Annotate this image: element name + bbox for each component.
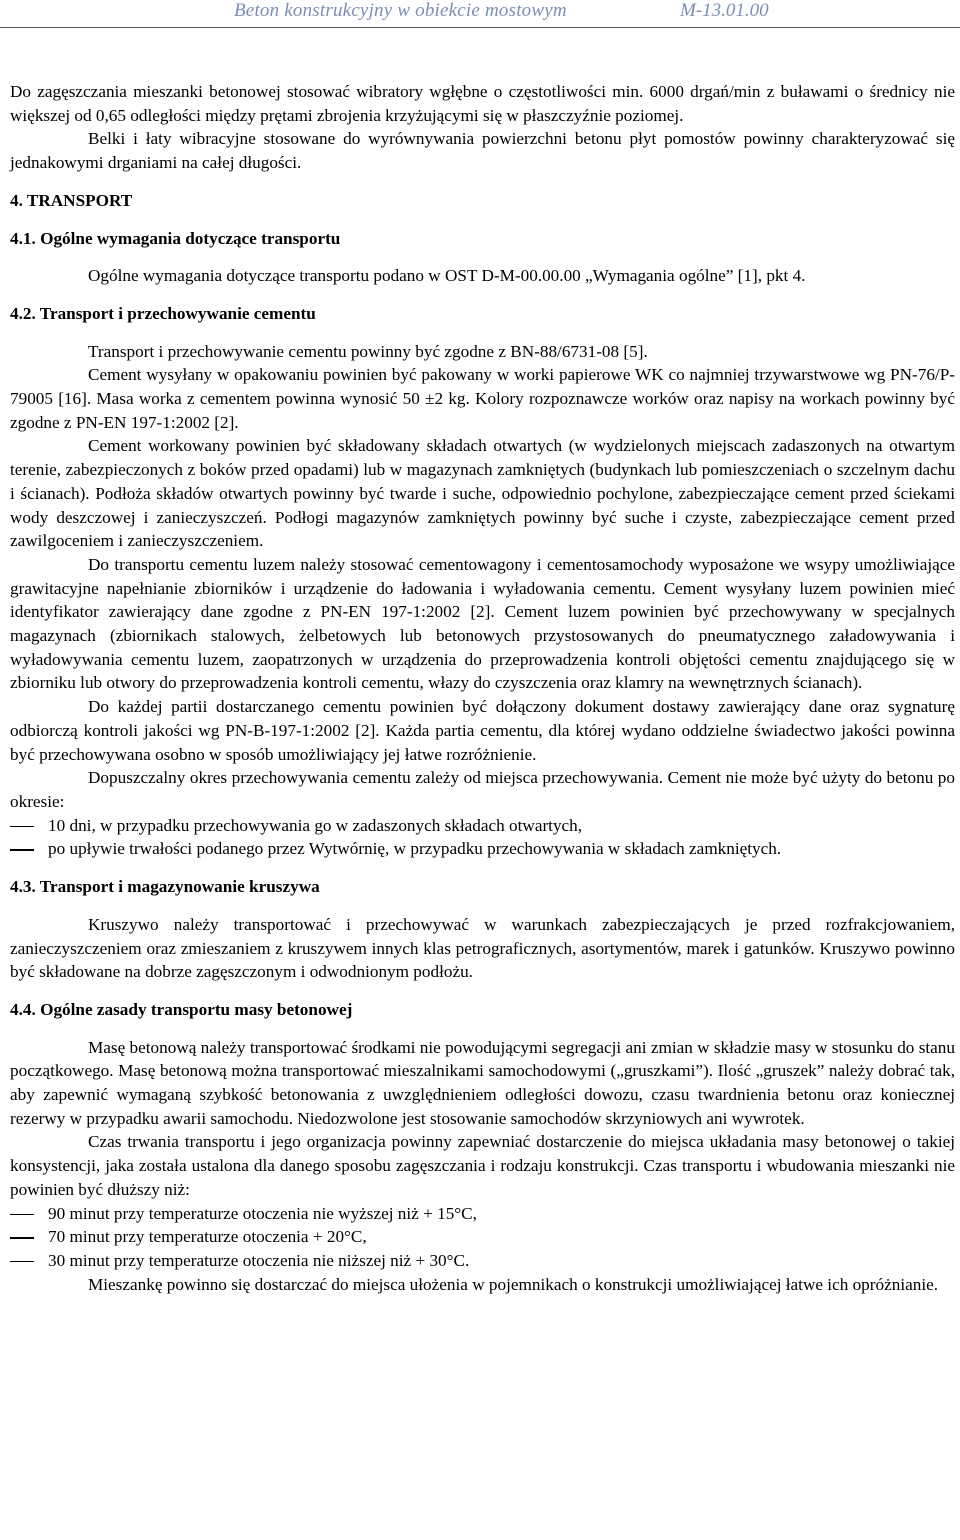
document-body [10,80,955,1296]
paragraph-4-2-period: Dopuszczalny okres przechowywania cementu zależy od miejsca przechowywania. Cement nie może być użyty do betonu po okresie: [10,768,955,811]
section-heading-transport: 4. TRANSPORT [10,190,133,210]
list-item: 10 dni, w przypadku przechowywania go w zadaszonych składach otwartych, [48,815,583,835]
subsection-heading-4-3: 4.3. Transport i magazynowanie kruszywa [10,877,320,897]
header-rule [0,27,960,28]
paragraph-4-2-delivery: Do każdej partii dostarczanego cementu powinien być dołączony dokument dostawy zawierający dane oraz sygnaturę odbiorczą kontroli jakości wg PN-B-197-1:2002 [2]. Każda partia cementu, dla której wydano oddzielne świadectwo jakości powinna być przechowywana osobno w sposób umożliwiający jej łatwe rozróżnienie. [10,697,955,764]
paragraph-4-4-duration: Czas trwania transportu i jego organizacja powinny zapewniać dostarczenie do miejsca układania masy betonowej o takiej konsystencji, jaka została ustalona dla danego sposobu zagęszczania i rodzaju konstrukcji. Czas transportu i wbudowania mieszanki nie powinien być dłuższy niż: [10,1132,955,1199]
temperature-time-list [10,1202,955,1273]
paragraph-4-2-bulk: Do transportu cementu luzem należy stosować cementowagony i cementosamochody wyposażone we wsypy umożliwiające grawitacyjne napełnianie zbiorników i urządzenie do ładowania i wyładowania cementu. Cement wysyłany luzem powinien mieć identyfikator zawierający dane zgodne z PN-EN 197-1:2002 [2]. Cement luzem powinien być przechowywany w specjalnych magazynach (zbiornikach stalowych, żelbetowych lub betonowych przystosowanych do pneumatycznego załadowywania i wyładowywania cementu luzem, zaopatrzonych w urządzenia do przeprowadzenia kontroli objętości cementu znajdującego się w zbiorniku lub otwory do przeprowadzenia kontroli cementu, włazy do czyszczenia oraz klamry na wewnętrznych ścianach). [10,554,955,693]
subsection-heading-4-2: 4.2. Transport i przechowywanie cementu [10,303,316,323]
paragraph-4-4-transport: Masę betonową należy transportować środkami nie powodującymi segregacji ani zmian w składzie masy w stosunku do stanu początkowego. Masę betonową można transportować mieszalnikami samochodowymi („gruszkami”). Ilość „gruszek” należy dobrać tak, aby zapewnić wymaganą szybkość betonowania z uwzględnieniem odległości dowozu, czasu twardnienia betonu oraz koniecznej rezerwy w przypadku awarii samochodu. Niedozwolone jest stosowanie samochodów skrzyniowych ani wywrotek. [10,1037,955,1128]
paragraph-vibrators: Do zagęszczania mieszanki betonowej stosować wibratory wgłębne o częstotliwości min. 6000 drgań/min z buławami o średnicy nie większej od 0,65 odległości między prętami zbrojenia krzyżującymi się w płaszczyźnie poziomej. [10,82,955,125]
subsection-heading-4-1: 4.1. Ogólne wymagania dotyczące transportu [10,228,341,248]
paragraph-4-1: Ogólne wymagania dotyczące transportu podano w OST D-M-00.00.00 „Wymagania ogólne” [1], pkt 4. [88,266,806,286]
list-item: 70 minut przy temperaturze otoczenia + 20°C, [48,1227,367,1247]
paragraph-4-4-containers: Mieszankę powinno się dostarczać do miejsca ułożenia w pojemnikach o konstrukcji umożliwiającej łatwe ich opróżnianie. [88,1274,939,1294]
paragraph-4-2-bags: Cement wysyłany w opakowaniu powinien być pakowany w worki papierowe WK co najmniej trzywarstwowe wg PN-76/P-79005 [16]. Masa worka z cementem powinna wynosić 50 ±2 kg. Kolory rozpoznawcze worków oraz napisy na workach powinny być zgodne z PN-EN 197-1:2002 [2]. [10,365,955,432]
header-spec-code: M-13.01.00 [680,0,769,21]
list-item: 90 minut przy temperaturze otoczenia nie wyższej niż + 15°C, [48,1203,477,1223]
subsection-heading-4-4: 4.4. Ogólne zasady transportu masy betonowej [10,999,353,1019]
list-item: po upływie trwałości podanego przez Wytwórnię, w przypadku przechowywania w składach zamkniętych. [48,839,782,859]
header-title: Beton konstrukcyjny w obiekcie mostowym [234,0,567,21]
paragraph-vibrating-beams: Belki i łaty wibracyjne stosowane do wyrównywania powierzchni betonu płyt pomostów powinny charakteryzować się jednakowymi drganiami na całej długości. [10,129,955,173]
storage-period-list [10,814,955,861]
paragraph-4-2-standard: Transport i przechowywanie cementu powinny być zgodne z BN-88/6731-08 [5]. [88,341,648,361]
page-header [0,0,960,28]
paragraph-4-3: Kruszywo należy transportować i przechowywać w warunkach zabezpieczających je przed rozfrakcjowaniem, zanieczyszczeniem oraz zmieszaniem z kruszywem innych klas petrograficznych, asortymentów, marek i gatunków. Kruszywo powinno być składowane na dobrze zagęszczonym i odwodnionym podłożu. [10,914,955,982]
list-item: 30 minut przy temperaturze otoczenia nie niższej niż + 30°C. [48,1250,470,1270]
paragraph-4-2-storage: Cement workowany powinien być składowany składach otwartych (w wydzielonych miejscach zadaszonych na otwartym terenie, zabezpieczonych z boków przed opadami) lub w magazynach zamkniętych (budynkach lub pomieszczeniach o szczelnym dachu i ścianach). Podłoża składów otwartych powinny być twarde i suche, odpowiednio pochylone, zabezpieczające cement przed ściekami wody deszczowej i zanieczyszczeń. Podłogi magazynów zamkniętych powinny być suche i czyste, zabezpieczające cement przed zawilgoceniem i zanieczyszczeniem. [10,436,955,551]
